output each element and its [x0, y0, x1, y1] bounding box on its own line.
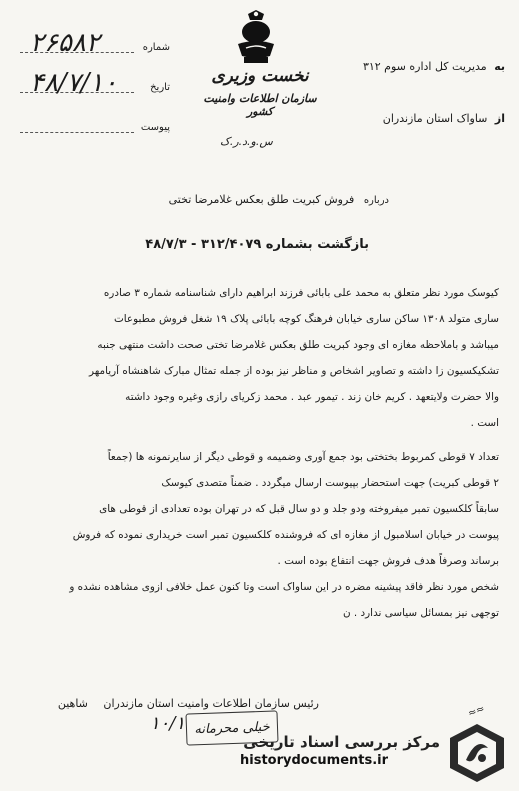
body-line: شخص مورد نظر فاقد پیشینه مضره در این ساواک است وتا کنون عمل خلافی ازوی مشاهده نشده و	[69, 581, 499, 593]
ministry-title: نخست وزیری	[211, 66, 309, 86]
date-row	[20, 68, 170, 102]
subject-line	[169, 193, 389, 206]
signatory-title: رئیس سازمان اطلاعات وامنیت استان مازندران	[103, 697, 319, 710]
body-line: ۲ قوطی کبریت) جهت استحضار بپیوست ارسال میگردد . ضمناً متصدی کیوسک	[161, 477, 499, 489]
body-line: والا حضرت ولایتعهد . کریم خان زند . تیمور عبد . محمد زکریای رازی وغیره وجود داشته	[125, 391, 499, 403]
recipient-value: مدیریت کل اداره سوم ۳۱۲	[362, 60, 487, 73]
sender-line	[383, 112, 505, 125]
subject-label: درباره	[363, 195, 389, 206]
subject-value: فروش کبریت طلق بعکس غلامرضا تختی	[168, 193, 355, 206]
number-row	[20, 28, 170, 62]
archive-watermark	[240, 733, 440, 768]
date-label: تاریخ	[150, 82, 170, 93]
attachment-divider	[20, 132, 134, 133]
letter-body	[24, 280, 499, 626]
body-line: تعداد ۷ قوطی کمربوط بختختی بود جمع آوری وضمیمه و قوطی دیگر از سایرنمونه ها (جمعاً	[107, 451, 499, 463]
sender-value: ساواک استان مازندران	[382, 112, 488, 125]
sender-label: از	[494, 112, 505, 125]
archive-name: مرکز بررسی اسناد تاریخی	[243, 733, 440, 751]
classification-stamp: خیلی محرمانه	[185, 710, 278, 745]
body-line: تشکیکسیون زا داشته و تصاویر اشخاص و مناظر نیز بوده از جمله تمثال مبارک شاهنشاه آریامهر	[89, 365, 499, 377]
body-line: است .	[470, 417, 499, 429]
number-label: شماره	[142, 42, 170, 53]
date-value: ۴۸/۷/۱۰	[30, 68, 118, 98]
body-line: سابقاً کلکسیون تمبر میفروخته ودو جلد و دو سال قبل که در تهران بوده تعدادی از قوطی های	[99, 503, 499, 515]
number-value: ۲۶۵۸۲	[30, 28, 100, 58]
paragraph-1	[24, 280, 499, 436]
body-line: برساند وصرفاً هدف فروش جهت انتفاع بوده است .	[277, 555, 499, 567]
archive-website: historydocuments.ir	[240, 753, 389, 768]
body-line: میباشد و باملاحظه مغازه ای وجود کبریت طلق بعکس غلامرضا تختی صحت داشت منتهی جنبه	[97, 339, 499, 351]
paragraph-2	[24, 444, 499, 626]
attachment-label: پیوست	[140, 122, 170, 133]
body-line: پیوست در خیابان اسلامبول از مغازه ای که فروشنده کلکسیون تمبر است خریداری نموده که فروش	[72, 529, 499, 541]
body-line: ساری متولد ۱۳۰۸ ساکن ساری خیابان فرهنگ کوچه بابائی پلاک ۱۹ شغل فروش مطبوعات	[113, 313, 499, 325]
attachment-row	[20, 118, 170, 142]
body-line: توجهی نیز بمسائل سیاسی ندارد . ن	[343, 607, 499, 619]
signatory-name: شاهین	[57, 697, 88, 710]
crown-lion-emblem-icon	[226, 10, 286, 68]
recipient-label: به	[494, 60, 505, 73]
organization-title: سازمان اطلاعات وامنیت کشور	[203, 92, 317, 118]
archive-logo-icon	[446, 722, 508, 784]
signature-block	[58, 697, 319, 710]
reference-line: بازگشت بشماره ۳۱۲/۴۰۷۹ - ۴۸/۷/۳	[145, 237, 369, 252]
handwritten-initial: ≈≈	[466, 703, 487, 720]
recipient-line	[363, 60, 505, 73]
body-line: کیوسک مورد نظر متعلق به محمد علی بابائی فرزند ابراهیم دارای شناسنامه شماره ۳ صادره	[103, 287, 499, 299]
handwritten-note: ۱۰/۱	[150, 713, 186, 734]
classification-code: س.و.د.ر.ک	[220, 135, 273, 148]
